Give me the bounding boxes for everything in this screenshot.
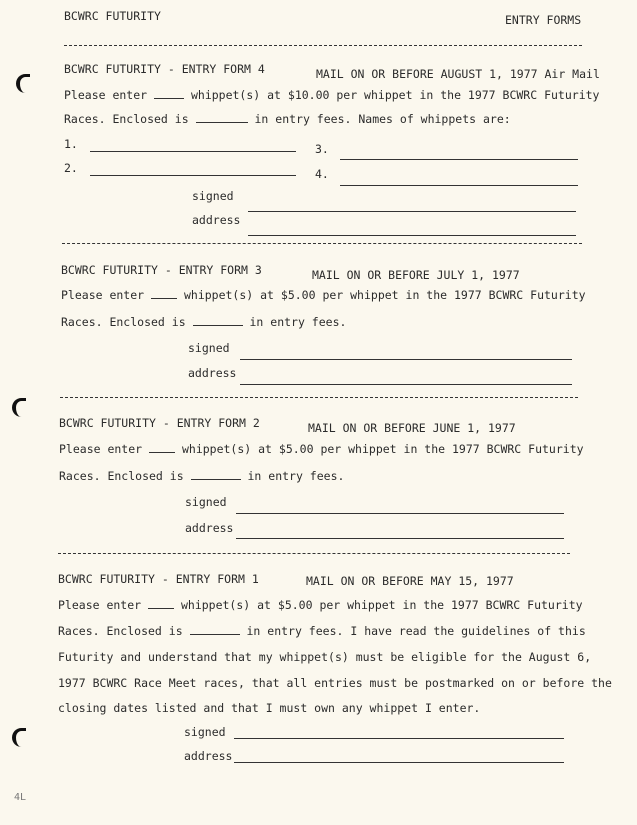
address-line[interactable] bbox=[240, 384, 572, 385]
entry-count-line: Please enter whippet(s) at $5.00 per whippet in the 1977 BCWRC Futurity bbox=[59, 442, 584, 456]
entry-fee-line: Races. Enclosed is in entry fees. bbox=[59, 469, 345, 483]
signature-line[interactable] bbox=[248, 211, 576, 212]
address-label: address bbox=[192, 213, 241, 227]
whippet-number: 2. bbox=[64, 161, 78, 175]
whippet-count-blank[interactable] bbox=[148, 598, 174, 609]
signature-line[interactable] bbox=[240, 359, 572, 360]
entry-fee-line: Races. Enclosed is in entry fees. Names of whippets are: bbox=[64, 112, 511, 126]
form-title: BCWRC FUTURITY - ENTRY FORM 1 bbox=[58, 572, 259, 586]
signature-line[interactable] bbox=[236, 513, 564, 514]
whippet-number: 1. bbox=[64, 137, 78, 151]
whippet-number: 4. bbox=[315, 167, 329, 181]
header-right: ENTRY FORMS bbox=[505, 13, 582, 27]
whippet-number: 3. bbox=[315, 142, 329, 156]
whippet-name-blank[interactable] bbox=[90, 175, 296, 176]
punch-hole-top bbox=[16, 74, 30, 93]
punch-hole-middle bbox=[12, 398, 26, 417]
mailing-deadline: MAIL ON OR BEFORE AUGUST 1, 1977 Air Mail bbox=[316, 67, 600, 81]
divider bbox=[60, 397, 578, 398]
whippet-count-blank[interactable] bbox=[149, 442, 175, 453]
header-left: BCWRC FUTURITY bbox=[64, 9, 161, 23]
entry-fee-blank[interactable] bbox=[196, 112, 248, 123]
entry-fee-line: Races. Enclosed is in entry fees. I have read the guidelines of this bbox=[58, 624, 586, 638]
mailing-deadline: MAIL ON OR BEFORE JULY 1, 1977 bbox=[312, 268, 520, 282]
whippet-count-blank[interactable] bbox=[151, 288, 177, 299]
address-label: address bbox=[185, 521, 234, 535]
entry-fee-blank[interactable] bbox=[190, 624, 240, 635]
address-line[interactable] bbox=[248, 235, 576, 236]
entry-count-line: Please enter whippet(s) at $5.00 per whippet in the 1977 BCWRC Futurity bbox=[61, 288, 586, 302]
signature-line[interactable] bbox=[234, 738, 564, 739]
form-title: BCWRC FUTURITY - ENTRY FORM 4 bbox=[64, 62, 265, 76]
form-title: BCWRC FUTURITY - ENTRY FORM 3 bbox=[61, 263, 262, 277]
signed-label: signed bbox=[192, 189, 234, 203]
entry-count-line: Please enter whippet(s) at $5.00 per whippet in the 1977 BCWRC Futurity bbox=[58, 598, 583, 612]
divider bbox=[62, 243, 582, 244]
guidelines-text: closing dates listed and that I must own any whippet I enter. bbox=[58, 701, 481, 715]
mailing-deadline: MAIL ON OR BEFORE MAY 15, 1977 bbox=[306, 574, 514, 588]
page-mark: 4L bbox=[14, 792, 27, 803]
divider bbox=[58, 553, 570, 554]
signed-label: signed bbox=[185, 495, 227, 509]
form-title: BCWRC FUTURITY - ENTRY FORM 2 bbox=[59, 416, 260, 430]
address-line[interactable] bbox=[236, 538, 564, 539]
whippet-name-blank[interactable] bbox=[90, 151, 296, 152]
entry-fee-blank[interactable] bbox=[193, 315, 243, 326]
whippet-name-blank[interactable] bbox=[340, 185, 578, 186]
guidelines-text: Futurity and understand that my whippet(s) must be eligible for the August 6, bbox=[58, 650, 592, 664]
divider bbox=[64, 45, 582, 46]
address-line[interactable] bbox=[234, 762, 564, 763]
whippet-name-blank[interactable] bbox=[340, 159, 578, 160]
entry-count-line: Please enter whippet(s) at $10.00 per whippet in the 1977 BCWRC Futurity bbox=[64, 88, 600, 102]
punch-hole-bottom bbox=[12, 728, 26, 747]
guidelines-text: 1977 BCWRC Race Meet races, that all entries must be postmarked on or before the bbox=[58, 676, 612, 690]
entry-fee-line: Races. Enclosed is in entry fees. bbox=[61, 315, 347, 329]
address-label: address bbox=[188, 366, 237, 380]
whippet-count-blank[interactable] bbox=[154, 88, 184, 99]
entry-fee-blank[interactable] bbox=[191, 469, 241, 480]
mailing-deadline: MAIL ON OR BEFORE JUNE 1, 1977 bbox=[308, 421, 516, 435]
address-label: address bbox=[184, 749, 233, 763]
signed-label: signed bbox=[184, 725, 226, 739]
signed-label: signed bbox=[188, 341, 230, 355]
